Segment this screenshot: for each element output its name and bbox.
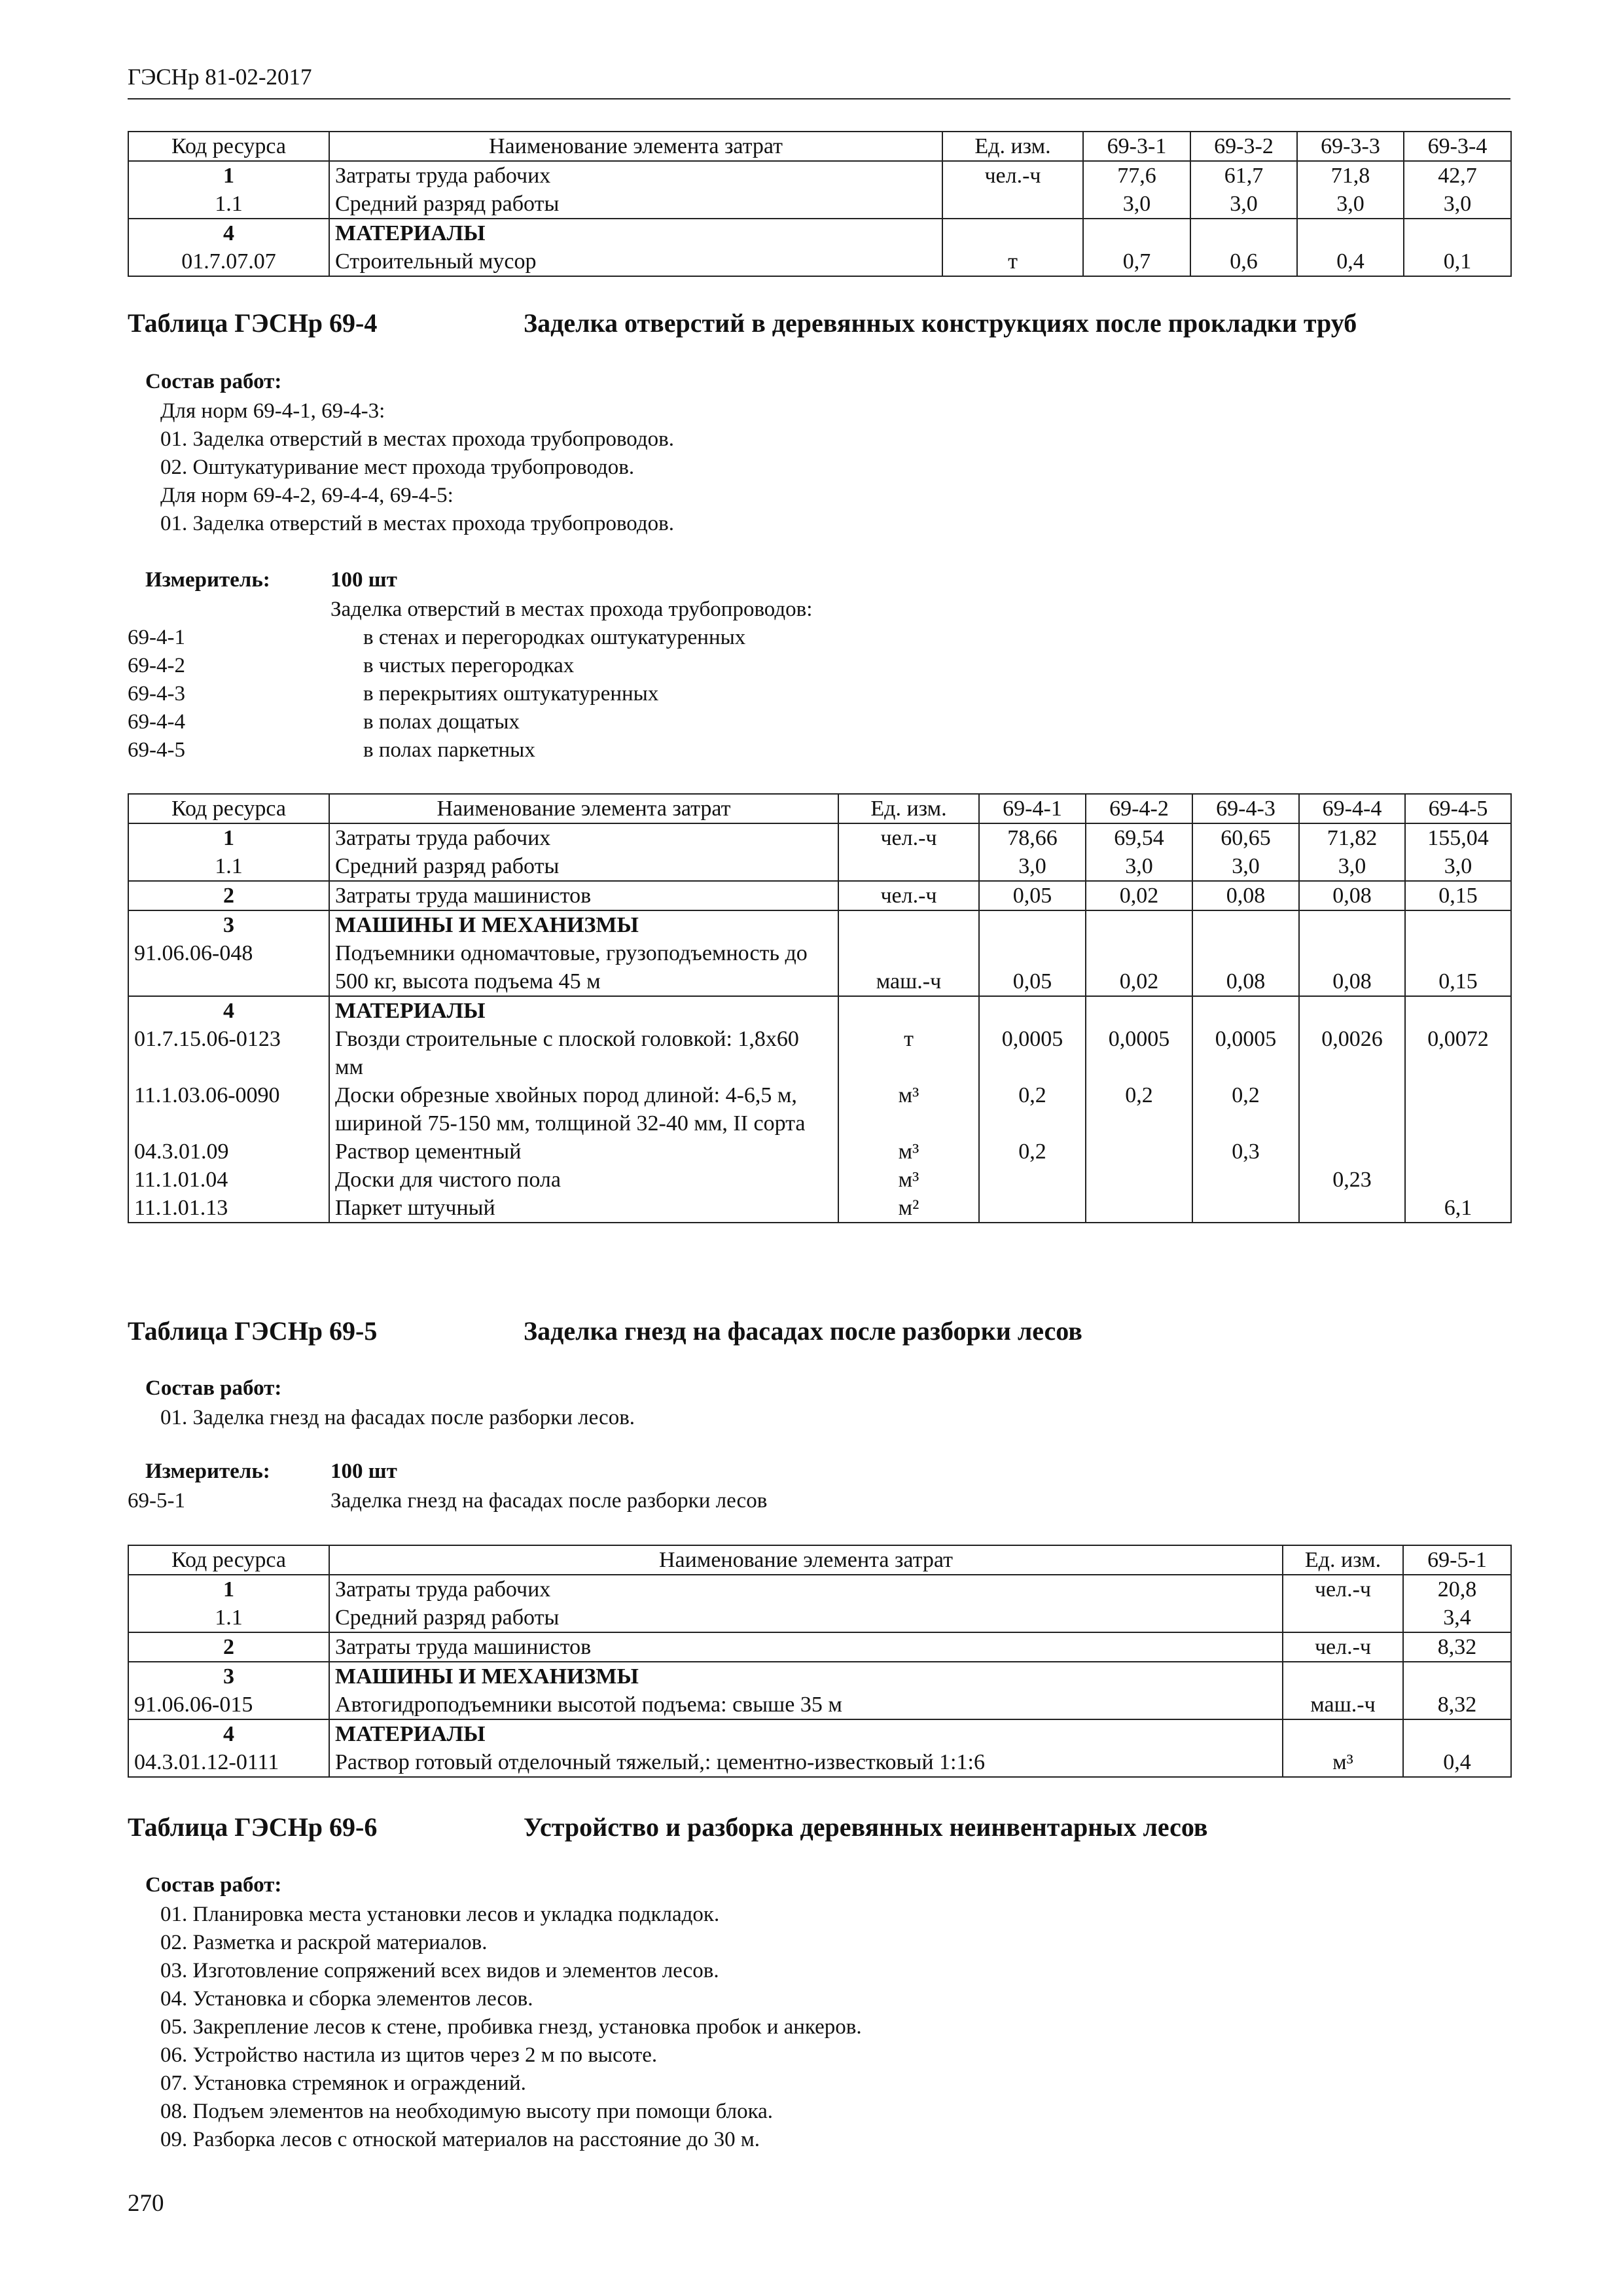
value-cell: [1192, 1166, 1299, 1194]
norm-texts: [363, 624, 745, 764]
col-header: 69-3-2: [1190, 132, 1297, 161]
resource-code: 91.06.06-048: [128, 939, 329, 996]
table-row: [128, 1025, 1511, 1081]
group-heading: МАШИНЫ И МЕХАНИЗМЫ: [329, 1662, 1283, 1691]
cost-element-name: Автогидроподъемники высотой подъема: свыше 35 м: [329, 1691, 1283, 1719]
value-cell: 0,4: [1297, 247, 1404, 276]
value-cell: 0,0026: [1299, 1025, 1405, 1081]
resource-code: 04.3.01.12-0111: [128, 1748, 329, 1777]
resource-code: 2: [128, 881, 329, 910]
value-cell: 0,2: [979, 1081, 1086, 1138]
table-row: [128, 161, 1511, 190]
resource-code: 1.1: [128, 852, 329, 881]
norm-code: 69-4-3: [128, 682, 185, 706]
value-cell: 3,0: [1192, 852, 1299, 881]
value-cell: 3,4: [1403, 1604, 1511, 1632]
value-cell: [1086, 1138, 1192, 1166]
value-cell: 3,0: [1404, 190, 1511, 219]
composition-item: 06. Устройство настила из щитов через 2 м по высоте.: [160, 2043, 658, 2067]
value-cell: 77,6: [1083, 161, 1190, 190]
table-label: Таблица ГЭСНр 69-4: [128, 308, 378, 338]
value-cell: 69,54: [1086, 823, 1192, 852]
value-cell: 155,04: [1405, 823, 1511, 852]
table-row: [128, 1691, 1511, 1719]
resource-code: 1.1: [128, 190, 329, 219]
unit: чел.-ч: [1283, 1575, 1403, 1604]
table-row: [128, 1081, 1511, 1138]
table-label: Таблица ГЭСНр 69-5: [128, 1316, 378, 1346]
composition-item: 08. Подъем элементов на необходимую высоту при помощи блока.: [160, 2100, 774, 2123]
cost-element-name: Средний разряд работы: [329, 1604, 1283, 1632]
norm-code: 69-4-4: [128, 710, 185, 734]
value-cell: 0,2: [1086, 1081, 1192, 1138]
value-cell: 0,7: [1083, 247, 1190, 276]
table-row: [128, 1166, 1511, 1194]
composition-list: [160, 1901, 862, 2154]
composition-item: 02. Разметка и раскрой материалов.: [160, 1931, 488, 1954]
table-row: [128, 996, 1511, 1025]
value-cell: 3,0: [1297, 190, 1404, 219]
unit: [1283, 1604, 1403, 1632]
group-heading: МАШИНЫ И МЕХАНИЗМЫ: [329, 910, 838, 939]
composition-item: 03. Изготовление сопряжений всех видов и элементов лесов.: [160, 1959, 719, 1982]
col-header: 69-4-2: [1086, 794, 1192, 823]
value-cell: 0,15: [1405, 939, 1511, 996]
norm-text: в чистых перегородках: [363, 654, 575, 677]
resource-code: 01.7.07.07: [128, 247, 329, 276]
unit: м³: [838, 1081, 979, 1138]
composition-item: 02. Оштукатуривание мест прохода трубопроводов.: [160, 456, 635, 479]
col-header: 69-3-3: [1297, 132, 1404, 161]
unit: м²: [838, 1194, 979, 1223]
resource-code: 1: [128, 1575, 329, 1604]
value-cell: 0,02: [1086, 881, 1192, 910]
value-cell: 3,0: [1405, 852, 1511, 881]
col-header: Наименование элемента затрат: [329, 1545, 1283, 1575]
page-number: 270: [128, 2190, 164, 2217]
col-header: 69-5-1: [1403, 1545, 1511, 1575]
value-cell: [1299, 1138, 1405, 1166]
value-cell: [1405, 1138, 1511, 1166]
composition-item: Для норм 69-4-1, 69-4-3:: [160, 399, 385, 423]
value-cell: 0,08: [1192, 881, 1299, 910]
composition-list: [160, 397, 674, 538]
composition-item: 04. Установка и сборка элементов лесов.: [160, 1987, 533, 2011]
norm-code: 69-5-1: [128, 1489, 185, 1513]
value-cell: [1405, 1166, 1511, 1194]
unit: маш.-ч: [1283, 1691, 1403, 1719]
group-heading: МАТЕРИАЛЫ: [329, 1719, 1283, 1748]
value-cell: 3,0: [979, 852, 1086, 881]
table-row: [128, 881, 1511, 910]
cost-element-name: Гвозди строительные с плоской головкой: 1,8х60 мм: [329, 1025, 838, 1081]
resource-code: 11.1.01.13: [128, 1194, 329, 1223]
value-cell: 0,0005: [1192, 1025, 1299, 1081]
resource-code: 91.06.06-015: [128, 1691, 329, 1719]
norm-code: 69-4-1: [128, 626, 185, 649]
table-69-5: [128, 1545, 1512, 1778]
resource-code: 11.1.03.06-0090: [128, 1081, 329, 1138]
value-cell: 0,08: [1192, 939, 1299, 996]
cost-element-name: Строительный мусор: [329, 247, 942, 276]
composition-item: 05. Закрепление лесов к стене, пробивка гнезд, установка пробок и анкеров.: [160, 2015, 862, 2039]
norm-code: 69-4-2: [128, 654, 185, 677]
col-header: Ед. изм.: [942, 132, 1083, 161]
cost-element-name: Средний разряд работы: [329, 852, 838, 881]
cost-element-name: Доски для чистого пола: [329, 1166, 838, 1194]
table-row: [128, 1138, 1511, 1166]
value-cell: 0,3: [1192, 1138, 1299, 1166]
resource-code: 1: [128, 823, 329, 852]
measure-value: 100 шт: [330, 1460, 397, 1483]
cost-element-name: Средний разряд работы: [329, 190, 942, 219]
value-cell: 71,82: [1299, 823, 1405, 852]
cost-element-name: Затраты труда машинистов: [329, 1632, 1283, 1662]
col-header: Ед. изм.: [1283, 1545, 1403, 1575]
value-cell: 3,0: [1086, 852, 1192, 881]
table-title: Заделка отверстий в деревянных конструкциях после прокладки труб: [524, 308, 1357, 338]
value-cell: [1086, 1194, 1192, 1223]
col-header: Код ресурса: [128, 794, 329, 823]
value-cell: 20,8: [1403, 1575, 1511, 1604]
resource-code: 01.7.15.06-0123: [128, 1025, 329, 1081]
col-header: 69-4-5: [1405, 794, 1511, 823]
measure-value: 100 шт: [330, 568, 397, 592]
resource-code: 3: [128, 910, 329, 939]
value-cell: 0,0005: [1086, 1025, 1192, 1081]
table-row: [128, 1719, 1511, 1748]
resource-code: 11.1.01.04: [128, 1166, 329, 1194]
table-label: Таблица ГЭСНр 69-6: [128, 1812, 378, 1842]
col-header: Код ресурса: [128, 132, 329, 161]
value-cell: 0,15: [1405, 881, 1511, 910]
value-cell: [979, 1166, 1086, 1194]
table-69-4: [128, 793, 1512, 1223]
cost-element-name: Раствор готовый отделочный тяжелый,: цементно-известковый 1:1:6: [329, 1748, 1283, 1777]
table-header-row: [128, 794, 1511, 823]
table-row: [128, 1194, 1511, 1223]
table-row: [128, 939, 1511, 996]
value-cell: 3,0: [1083, 190, 1190, 219]
unit: м³: [1283, 1748, 1403, 1777]
measure-label: Измеритель:: [145, 568, 270, 592]
composition-item: 01. Заделка отверстий в местах прохода трубопроводов.: [160, 512, 674, 535]
value-cell: [1299, 1081, 1405, 1138]
unit: чел.-ч: [838, 823, 979, 852]
col-header: 69-4-3: [1192, 794, 1299, 823]
col-header: Ед. изм.: [838, 794, 979, 823]
unit: чел.-ч: [942, 161, 1083, 190]
cost-element-name: Затраты труда рабочих: [329, 823, 838, 852]
resource-code: 1.1: [128, 1604, 329, 1632]
resource-code: 04.3.01.09: [128, 1138, 329, 1166]
cost-element-name: Затраты труда машинистов: [329, 881, 838, 910]
table-row: [128, 1748, 1511, 1777]
composition-heading: Состав работ:: [145, 1873, 282, 1897]
norm-codes: [128, 624, 185, 764]
table-69-3: [128, 131, 1512, 277]
table-row: [128, 1662, 1511, 1691]
value-cell: 8,32: [1403, 1691, 1511, 1719]
table-row: [128, 1604, 1511, 1632]
value-cell: 42,7: [1404, 161, 1511, 190]
col-header: Наименование элемента затрат: [329, 132, 942, 161]
unit: м³: [838, 1138, 979, 1166]
norm-text: Заделка гнезд на фасадах после разборки лесов: [330, 1489, 768, 1513]
resource-code: 3: [128, 1662, 329, 1691]
cost-element-name: Доски обрезные хвойных пород длиной: 4-6,5 м, шириной 75-150 мм, толщиной 32-40 мм, II сорта: [329, 1081, 838, 1138]
value-cell: [1192, 1194, 1299, 1223]
unit: чел.-ч: [1283, 1632, 1403, 1662]
group-heading: МАТЕРИАЛЫ: [329, 219, 942, 247]
table-header-row: [128, 1545, 1511, 1575]
resource-code: 2: [128, 1632, 329, 1662]
value-cell: 0,08: [1299, 939, 1405, 996]
table-row: [128, 852, 1511, 881]
value-cell: 0,05: [979, 939, 1086, 996]
document-header: ГЭСНр 81-02-2017: [128, 64, 312, 90]
table-row: [128, 1575, 1511, 1604]
resource-code: 4: [128, 1719, 329, 1748]
value-cell: 0,02: [1086, 939, 1192, 996]
composition-item: 09. Разборка лесов с отноской материалов на расстояние до 30 м.: [160, 2128, 760, 2151]
value-cell: [979, 1194, 1086, 1223]
norm-text: в перекрытиях оштукатуренных: [363, 682, 659, 706]
value-cell: 0,2: [1192, 1081, 1299, 1138]
value-cell: 8,32: [1403, 1632, 1511, 1662]
resource-code: 4: [128, 996, 329, 1025]
group-heading: МАТЕРИАЛЫ: [329, 996, 838, 1025]
composition-item: 01. Планировка места установки лесов и укладка подкладок.: [160, 1903, 720, 1926]
col-header: Наименование элемента затрат: [329, 794, 838, 823]
measure-description: Заделка отверстий в местах прохода трубопроводов:: [330, 598, 813, 621]
header-rule: [128, 98, 1510, 99]
value-cell: 0,6: [1190, 247, 1297, 276]
value-cell: 0,08: [1299, 881, 1405, 910]
resource-code: 4: [128, 219, 329, 247]
norm-text: в стенах и перегородках оштукатуренных: [363, 626, 746, 649]
composition-item: 01. Заделка гнезд на фасадах после разборки лесов.: [160, 1406, 635, 1429]
value-cell: [1086, 1166, 1192, 1194]
table-row: [128, 190, 1511, 219]
measure-label: Измеритель:: [145, 1460, 270, 1483]
table-header-row: [128, 132, 1511, 161]
table-title: Заделка гнезд на фасадах после разборки лесов: [524, 1316, 1082, 1346]
resource-code: 1: [128, 161, 329, 190]
col-header: 69-4-4: [1299, 794, 1405, 823]
unit: т: [838, 1025, 979, 1081]
table-title: Устройство и разборка деревянных неинвентарных лесов: [524, 1812, 1208, 1842]
value-cell: 0,0005: [979, 1025, 1086, 1081]
unit: чел.-ч: [838, 881, 979, 910]
value-cell: 60,65: [1192, 823, 1299, 852]
value-cell: 0,2: [979, 1138, 1086, 1166]
value-cell: 3,0: [1299, 852, 1405, 881]
value-cell: 0,0072: [1405, 1025, 1511, 1081]
value-cell: [1299, 1194, 1405, 1223]
value-cell: 3,0: [1190, 190, 1297, 219]
norm-text: в полах паркетных: [363, 738, 535, 762]
composition-heading: Состав работ:: [145, 1376, 282, 1400]
cost-element-name: Затраты труда рабочих: [329, 1575, 1283, 1604]
cost-element-name: Подъемники одномачтовые, грузоподъемность до 500 кг, высота подъема 45 м: [329, 939, 838, 996]
unit: т: [942, 247, 1083, 276]
norm-code: 69-4-5: [128, 738, 185, 762]
value-cell: 6,1: [1405, 1194, 1511, 1223]
value-cell: 0,4: [1403, 1748, 1511, 1777]
unit: [942, 190, 1083, 219]
composition-item: 01. Заделка отверстий в местах прохода трубопроводов.: [160, 427, 674, 451]
table-row: [128, 219, 1511, 247]
cost-element-name: Паркет штучный: [329, 1194, 838, 1223]
cost-element-name: Раствор цементный: [329, 1138, 838, 1166]
col-header: 69-4-1: [979, 794, 1086, 823]
value-cell: 0,05: [979, 881, 1086, 910]
table-row: [128, 910, 1511, 939]
value-cell: 61,7: [1190, 161, 1297, 190]
value-cell: 71,8: [1297, 161, 1404, 190]
value-cell: 0,23: [1299, 1166, 1405, 1194]
unit: м³: [838, 1166, 979, 1194]
col-header: 69-3-1: [1083, 132, 1190, 161]
composition-item: 07. Установка стремянок и ограждений.: [160, 2072, 526, 2095]
table-row: [128, 1632, 1511, 1662]
unit: [838, 852, 979, 881]
unit: маш.-ч: [838, 939, 979, 996]
table-row: [128, 247, 1511, 276]
col-header: Код ресурса: [128, 1545, 329, 1575]
table-row: [128, 823, 1511, 852]
norm-text: в полах дощатых: [363, 710, 520, 734]
value-cell: 0,1: [1404, 247, 1511, 276]
composition-item: Для норм 69-4-2, 69-4-4, 69-4-5:: [160, 484, 454, 507]
cost-element-name: Затраты труда рабочих: [329, 161, 942, 190]
composition-heading: Состав работ:: [145, 370, 282, 393]
composition-list: [160, 1404, 635, 1432]
col-header: 69-3-4: [1404, 132, 1511, 161]
value-cell: 78,66: [979, 823, 1086, 852]
value-cell: [1405, 1081, 1511, 1138]
